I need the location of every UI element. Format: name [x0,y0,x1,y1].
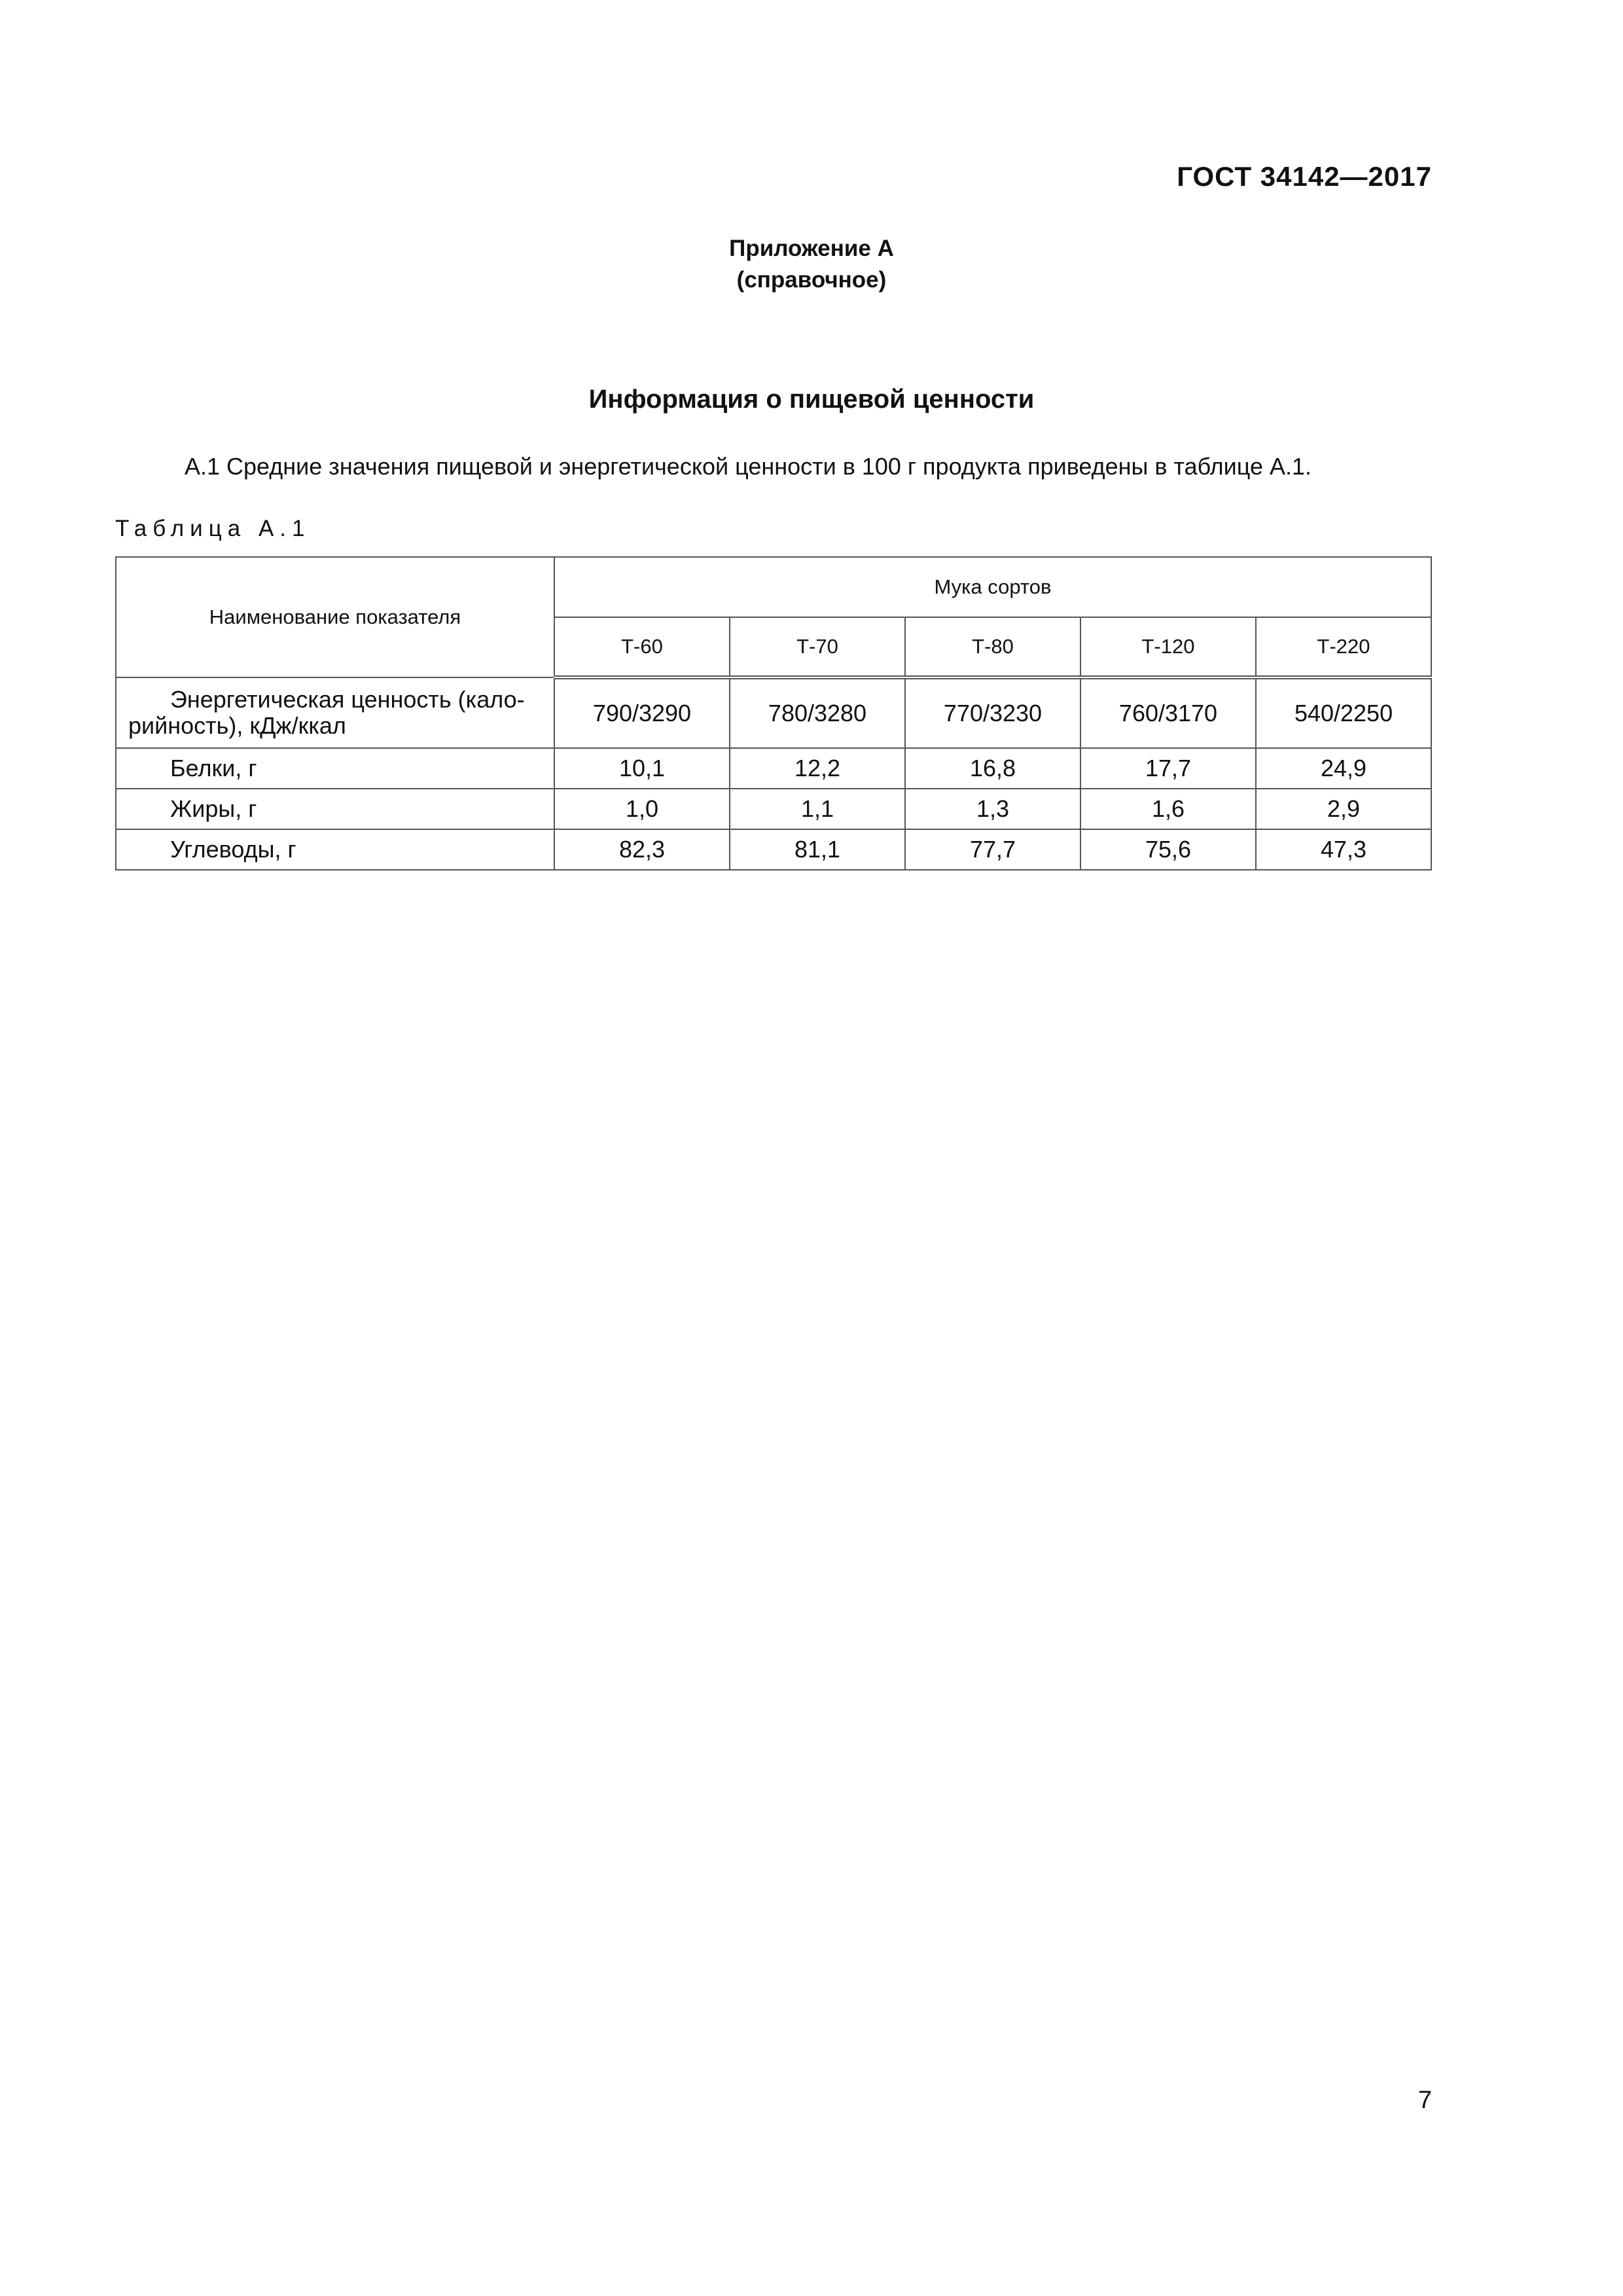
table-caption: Таблица А.1 [115,516,311,541]
table-cell: 82,3 [554,829,730,870]
row-label [116,789,554,829]
row-label-text: Белки, г [170,755,257,781]
table-row [116,677,1431,748]
table-cell: 1,6 [1080,789,1256,829]
column-header: Т-70 [730,617,905,677]
table-cell: 77,7 [905,829,1080,870]
table-cell: 12,2 [730,748,905,789]
table-cell: 770/3230 [905,677,1080,748]
table-cell: 1,0 [554,789,730,829]
paragraph-a1: А.1 Средние значения пищевой и энергетической ценности в 100 г продукта приведены в таблице А.1. [185,453,1312,480]
table-cell: 10,1 [554,748,730,789]
table-cell: 17,7 [1080,748,1256,789]
table-cell: 790/3290 [554,677,730,748]
table-cell: 780/3280 [730,677,905,748]
document-code: ГОСТ 34142—2017 [1177,161,1432,192]
table-cell: 540/2250 [1256,677,1431,748]
section-title: Информация о пищевой ценности [588,385,1035,414]
row-label [116,748,554,789]
header-indicator-name: Наименование показателя [116,557,554,677]
row-label-text: Углеводы, г [170,836,296,863]
table [115,556,1432,870]
table-cell: 16,8 [905,748,1080,789]
page-number: 7 [1418,2087,1432,2114]
column-header: Т-120 [1080,617,1256,677]
table-row [116,829,1431,870]
column-header: Т-60 [554,617,730,677]
table-cell: 1,3 [905,789,1080,829]
appendix-subtitle: (справочное) [736,267,887,293]
table-cell: 81,1 [730,829,905,870]
row-label [116,829,554,870]
table-cell: 75,6 [1080,829,1256,870]
appendix-heading [0,233,1623,296]
row-label-text: Жиры, г [170,795,257,822]
table-cell: 760/3170 [1080,677,1256,748]
table-cell: 1,1 [730,789,905,829]
header-flour-grades: Мука сортов [554,557,1431,617]
nutrition-table [115,556,1431,870]
table-cell: 47,3 [1256,829,1431,870]
column-header: Т-80 [905,617,1080,677]
column-header: Т-220 [1256,617,1431,677]
row-label-text: Энергетическая ценность (кало-рийность), кДж/ккал [128,686,525,739]
table-cell: 24,9 [1256,748,1431,789]
table-row [116,789,1431,829]
table-cell: 2,9 [1256,789,1431,829]
row-label [116,677,554,748]
table-row [116,748,1431,789]
appendix-title: Приложение А [729,236,894,261]
